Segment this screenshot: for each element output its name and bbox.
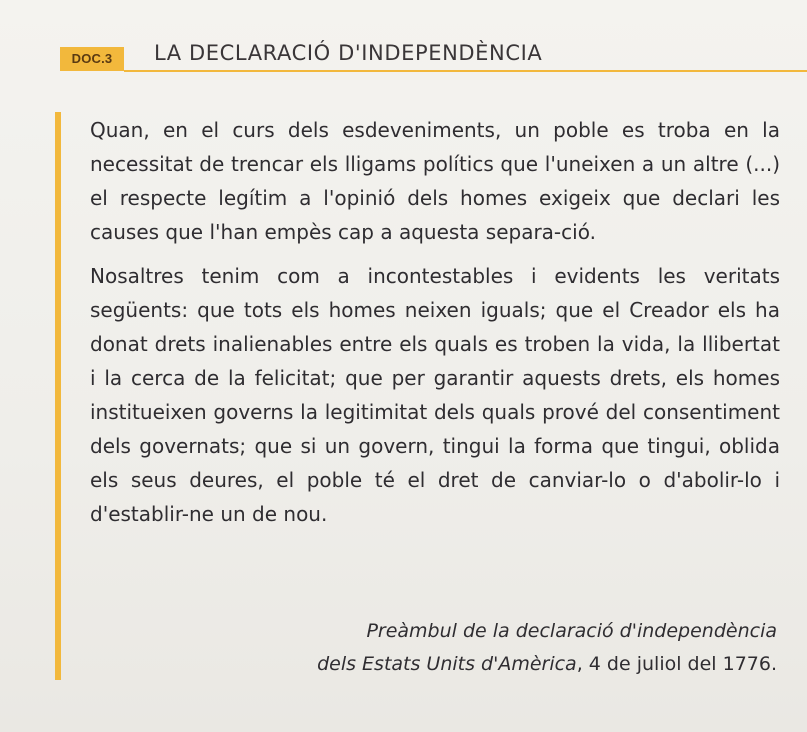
document-header bbox=[60, 38, 807, 72]
quote-bar bbox=[55, 112, 61, 680]
source-line-1: Preàmbul de la declaració d'independència bbox=[366, 620, 777, 642]
source-line-2 bbox=[317, 648, 777, 681]
source-country: dels Estats Units d'Amèrica bbox=[317, 653, 577, 675]
source-date: , 4 de juliol del 1776. bbox=[576, 653, 777, 675]
header-underline bbox=[124, 70, 807, 72]
paragraph-1: Quan, en el curs dels esdeveniments, un poble es troba en la necessitat de trencar els lligams polítics que l'uneixen a un altre (...) el respecte legítim a l'opinió dels homes exigeix que declari les causes que l'han empès cap a aquesta separa-ció. bbox=[90, 118, 780, 244]
doc-number-badge: DOC.3 bbox=[60, 47, 124, 71]
source-citation bbox=[317, 615, 777, 681]
quote-body bbox=[90, 113, 780, 531]
paragraph-2: Nosaltres tenim com a incontestables i evidents les veritats següents: que tots els homes neixen iguals; que el Creador els ha donat drets inalienables entre els quals es troben la vida, la llibertat i la cerca de la felicitat; que per garantir aquests drets, els homes institueixen governs la legitimitat dels quals prové del consentiment dels governats; que si un govern, tingui la forma que tingui, oblida els seus deures, el poble té el dret de canviar-lo o d'abolir-lo i d'establir-ne un de nou. bbox=[90, 264, 780, 526]
document-title: LA DECLARACIÓ D'INDEPENDÈNCIA bbox=[154, 41, 543, 65]
